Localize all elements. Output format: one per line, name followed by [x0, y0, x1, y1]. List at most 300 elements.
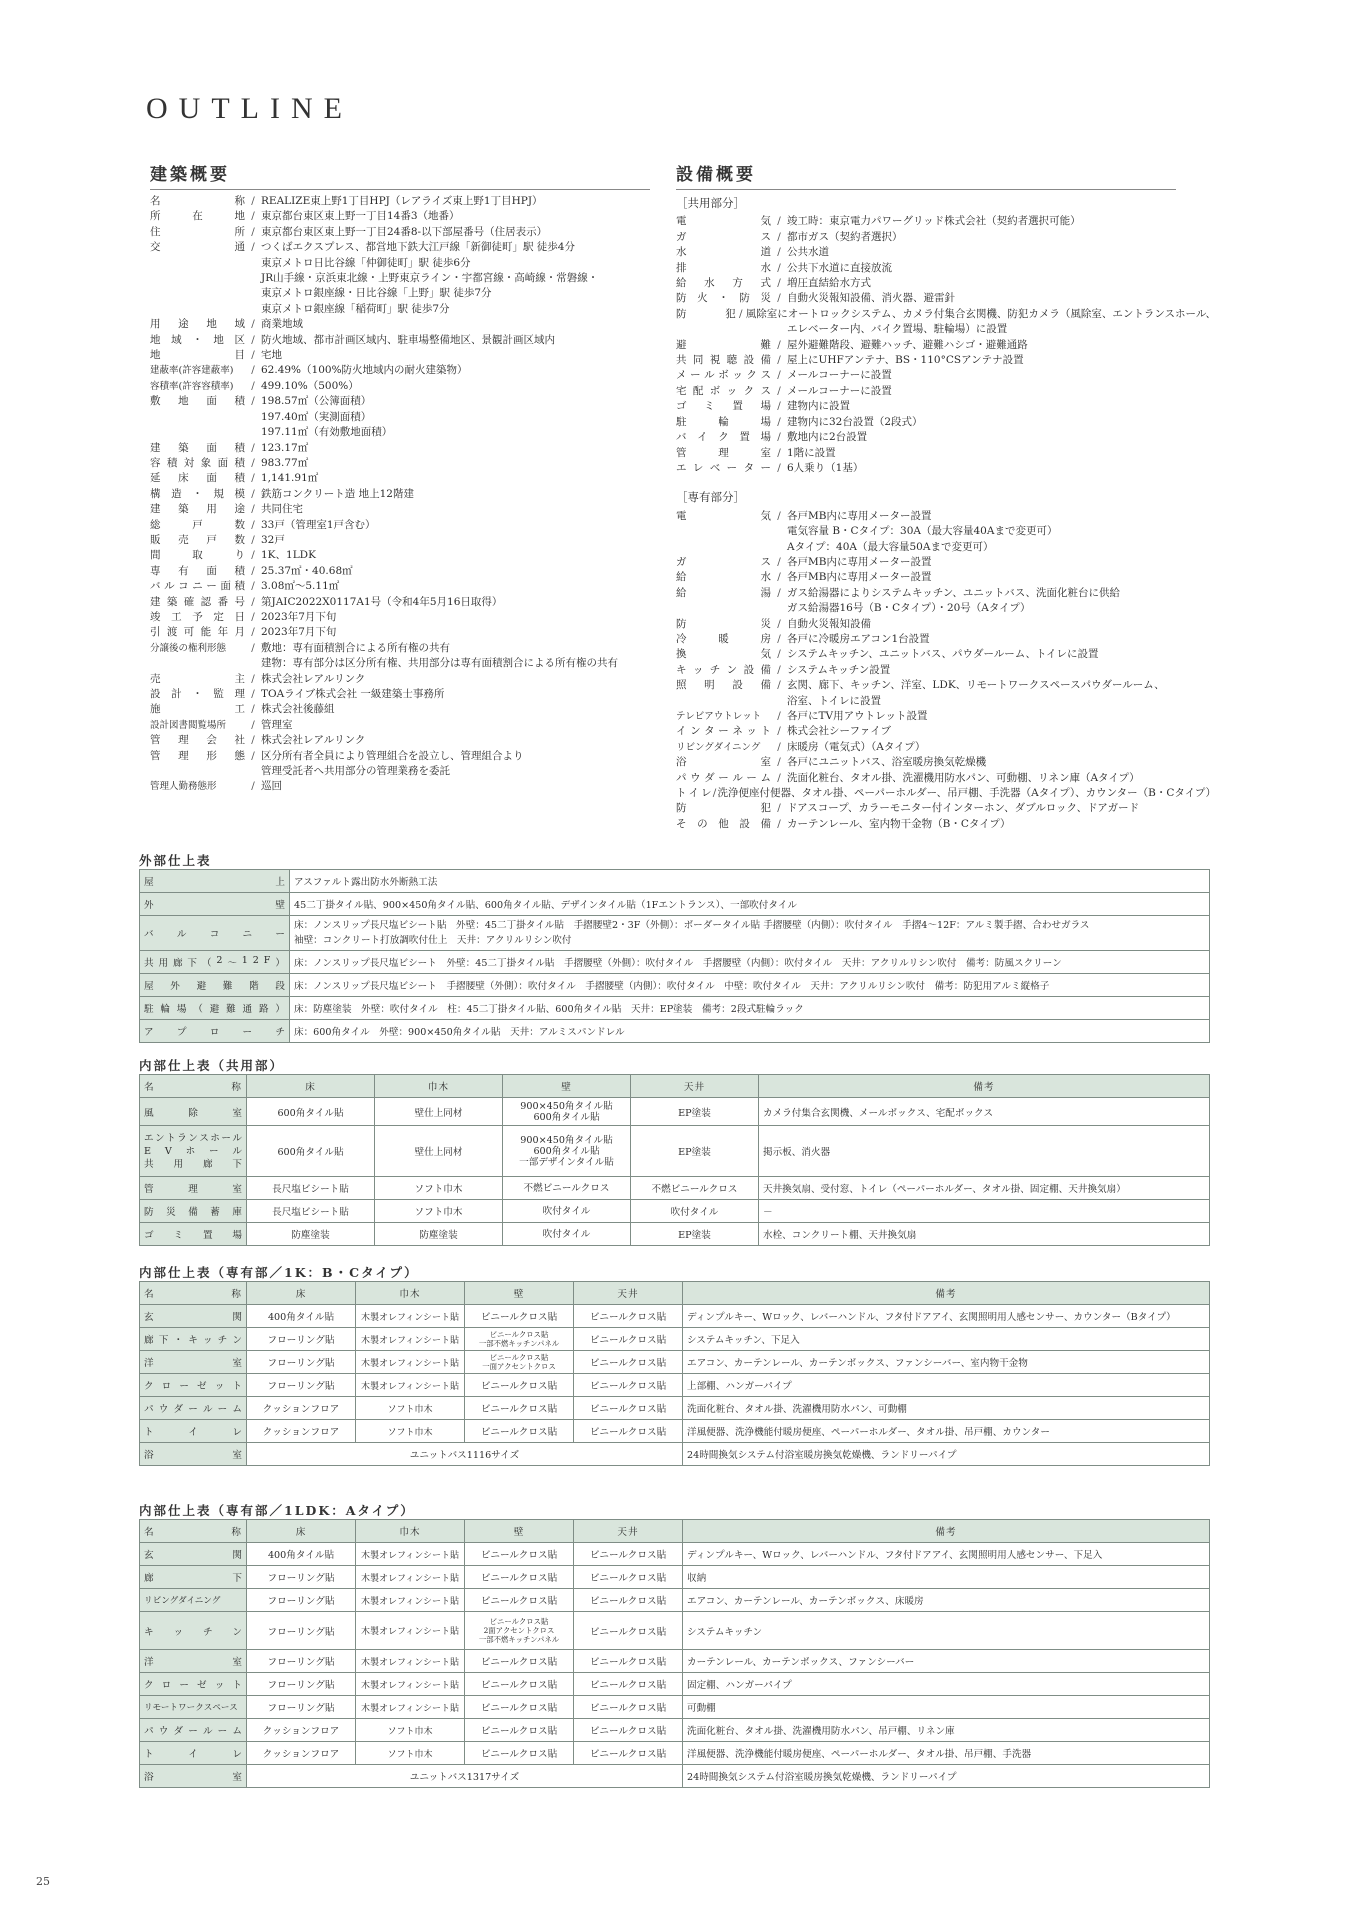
spec-label: 給 湯 [676, 586, 771, 599]
row-name-cell [140, 974, 290, 997]
spec-label: 分譲後の権利形態 [150, 642, 227, 654]
column-header: 巾木 [375, 1075, 503, 1098]
spec-row [676, 632, 1216, 647]
separator: / [777, 277, 781, 290]
table-row [140, 916, 1210, 951]
spec-row [150, 702, 670, 717]
spec-value: 建物内に設置 [787, 400, 850, 413]
spec-value: 株式会社レアルリンク [261, 734, 366, 747]
spec-row [676, 214, 1216, 229]
baseboard-cell: 木製オレフィンシート貼 [356, 1612, 465, 1650]
spec-value: 3.08㎡～5.11㎡ [261, 580, 340, 593]
baseboard-cell: 木製オレフィンシート貼 [356, 1696, 465, 1719]
spec-value: 198.57㎡（公簿面積） [261, 395, 372, 408]
spec-value: 株式会社シーファイブ [787, 725, 891, 738]
floor-cell: 600角タイル貼 [247, 1098, 375, 1126]
spec-value: 商業地域 [261, 318, 303, 331]
ceiling-cell: ビニールクロス貼 [574, 1351, 683, 1374]
floor-cell: 防塵塗装 [247, 1223, 375, 1246]
room-name-cell [140, 1650, 247, 1673]
separator: / [251, 734, 255, 747]
table-row [140, 1420, 1210, 1443]
spec-label: 構 造 ・ 規 模 [150, 487, 245, 500]
spec-value: 各戸MB内に専用メーター設置 [787, 571, 932, 584]
row-name-cell [140, 997, 290, 1020]
separator: / [777, 384, 781, 397]
spec-row [676, 586, 1216, 601]
ceiling-cell: EP塗装 [631, 1223, 759, 1246]
finish-cell: 床：防塵塗装 外壁：吹付タイル 柱：45二丁掛タイル貼、600角タイル貼 天井：EP塗装 備考：2段式駐輪ラック [290, 997, 1210, 1020]
table-row [140, 1589, 1210, 1612]
room-name-cell [140, 1200, 247, 1223]
note-cell: 24時間換気システム付浴室暖房換気乾燥機、ランドリーパイプ [683, 1443, 1210, 1466]
spec-row [150, 518, 670, 533]
spec-value: ドアスコープ、カラーモニター付インターホン、ダブルロック、ドアガード [787, 802, 1140, 815]
spec-label: キ ッ チ ン 設 備 [676, 663, 771, 676]
building-outline-list [150, 194, 670, 795]
note-cell: カーテンレール、カーテンボックス、ファンシーバー [683, 1650, 1210, 1673]
room-name: 洋 室 [144, 1358, 242, 1369]
wall-cell: ビニールクロス貼 [465, 1374, 574, 1397]
separator: / [251, 610, 255, 623]
note-cell: 固定棚、ハンガーパイプ [683, 1673, 1210, 1696]
wall-cell: 吹付タイル [503, 1200, 631, 1223]
spec-row [676, 384, 1216, 399]
table-row [140, 1374, 1210, 1397]
exterior-finish-heading: 外部仕上表 [139, 853, 212, 868]
spec-row [150, 625, 670, 640]
spec-label-blank [150, 656, 245, 671]
separator: / [777, 400, 781, 413]
spec-row [676, 322, 1216, 337]
spec-row [150, 733, 670, 748]
separator: / [777, 771, 781, 784]
separator: / [251, 225, 255, 238]
spec-value: 197.40㎡（実測面積） [261, 410, 372, 423]
common-finish-table [139, 1074, 1210, 1246]
spec-label: 給 水 方 式 [676, 277, 771, 290]
ceiling-cell: ビニールクロス貼 [574, 1305, 683, 1328]
note-cell: エアコン、カーテンレール、カーテンボックス、ファンシーバー、室内物干金物 [683, 1351, 1210, 1374]
room-name-cell [140, 1397, 247, 1420]
equipment-outline-heading: 設備概要 [676, 160, 1176, 190]
baseboard-cell: ソフト巾木 [375, 1177, 503, 1200]
floor-cell: クッションフロア [247, 1397, 356, 1420]
spec-row [676, 617, 1216, 632]
merged-cell: ユニットバス1317サイズ [247, 1765, 683, 1788]
finish-cell: アスファルト露出防水外断熱工法 [290, 870, 1210, 893]
spec-label: 施 工 [150, 703, 245, 716]
note-cell: 洋風便器、洗浄機能付暖房便座、ペーパーホルダー、タオル掛、吊戸棚、カウンター [683, 1420, 1210, 1443]
spec-row [150, 641, 670, 656]
separator: / [251, 749, 255, 762]
separator: / [251, 395, 255, 408]
spec-label-blank [150, 256, 245, 271]
room-name: 廊 下 ・ キ ッ チ ン [144, 1335, 242, 1346]
room-name: 廊 下 [144, 1573, 242, 1584]
baseboard-cell: 木製オレフィンシート貼 [356, 1351, 465, 1374]
spec-value: 共同住宅 [261, 503, 303, 516]
separator [245, 302, 261, 317]
separator [245, 656, 261, 671]
separator: / [777, 215, 781, 228]
wall-cell: ビニールクロス貼 [465, 1543, 574, 1566]
baseboard-cell: ソフト巾木 [356, 1719, 465, 1742]
table-row [140, 1566, 1210, 1589]
room-name-cell [140, 1420, 247, 1443]
room-name: 風 除 室 [144, 1107, 242, 1119]
row-name: 共 用 廊 下 （ 2 ～ 1 2 F ） [144, 955, 285, 969]
spec-row [150, 209, 670, 224]
spec-label: 間 取 り [150, 549, 245, 562]
table-row [140, 1305, 1210, 1328]
ceiling-cell: EP塗装 [631, 1098, 759, 1126]
spec-value: 敷地内に2台設置 [787, 431, 868, 444]
spec-row [150, 471, 670, 486]
room-name: 玄 関 [144, 1550, 242, 1561]
spec-label: 竣 工 予 定 日 [150, 610, 245, 623]
separator: / [251, 379, 255, 392]
separator: / [251, 318, 255, 331]
spec-row [150, 687, 670, 702]
spec-value: 各戸MB内に専用メーター設置 [787, 509, 932, 522]
spec-value: 499.10%（500%） [261, 379, 359, 392]
spec-label-blank [676, 601, 771, 616]
wall-cell: ビニールクロス貼 一部不燃キッチンパネル [465, 1328, 574, 1351]
column-header: 天井 [631, 1075, 759, 1098]
spec-value: 1K、1LDK [261, 549, 316, 562]
note-cell: エアコン、カーテンレール、カーテンボックス、床暖房 [683, 1589, 1210, 1612]
spec-value: 東京都台東区東上野一丁目24番8-以下部屋番号（住居表示） [261, 225, 548, 238]
wall-cell: ビニールクロス貼 [465, 1650, 574, 1673]
spec-label: 用 途 地 域 [150, 318, 245, 331]
column-header: 巾木 [356, 1282, 465, 1305]
baseboard-cell: 木製オレフィンシート貼 [356, 1328, 465, 1351]
room-name: 共 用 廊 下 [144, 1158, 242, 1170]
spec-value: 第JAIC2022X0117A1号（令和4年5月16日取得） [261, 595, 503, 608]
spec-label: 避 難 [676, 338, 771, 351]
wall-cell: ビニールクロス貼 [465, 1589, 574, 1612]
separator [771, 524, 787, 539]
spec-row [676, 446, 1216, 461]
merged-cell: ユニットバス1116サイズ [247, 1443, 683, 1466]
ceiling-cell: ビニールクロス貼 [574, 1612, 683, 1650]
spec-value: 建物：専有部分は区分所有権、共用部分は専有面積割合による所有権の共有 [261, 657, 618, 670]
spec-label: 換 気 [676, 648, 771, 661]
floor-cell: クッションフロア [247, 1742, 356, 1765]
table-row [140, 1650, 1210, 1673]
separator: / [777, 679, 781, 692]
spec-value: 屋上にUHFアンテナ、BS・110°CSアンテナ設置 [787, 354, 1024, 367]
row-name-cell [140, 893, 290, 916]
row-name: 駐 輪 場 （ 避 難 通 路 ） [144, 1004, 285, 1015]
spec-value: 防火地域、都市計画区域内、駐車場整備地区、景観計画区域内 [261, 333, 555, 346]
separator [245, 410, 261, 425]
spec-label-blank [150, 425, 245, 440]
table-row [140, 1543, 1210, 1566]
column-header: 備考 [759, 1075, 1210, 1098]
spec-value: つくばエクスプレス、都営地下鉄大江戸線「新御徒町」駅 徒歩4分 [261, 241, 575, 254]
spec-value: JR山手線・京浜東北線・上野東京ライン・宇都宮線・高崎線・常磐線・ [261, 272, 599, 285]
room-name: パ ウ ダ ー ル ー ム [144, 1404, 242, 1415]
spec-value: 32戸 [261, 533, 285, 546]
row-name: ア プ ロ ー チ [144, 1027, 285, 1038]
spec-row [676, 399, 1216, 414]
table-row [140, 1200, 1210, 1223]
wall-cell: ビニールクロス貼 [465, 1719, 574, 1742]
separator: / [777, 725, 781, 738]
spec-row [150, 718, 670, 733]
note-cell: カメラ付集合玄関機、メールボックス、宅配ボックス [759, 1098, 1210, 1126]
room-name-cell [140, 1305, 247, 1328]
ceiling-cell: ビニールクロス貼 [574, 1543, 683, 1566]
spec-row [150, 656, 670, 671]
separator: / [251, 780, 255, 793]
room-name-cell [140, 1566, 247, 1589]
spec-row [150, 779, 670, 794]
spec-label: ガ ス [676, 555, 771, 568]
table-row [140, 1443, 1210, 1466]
column-header: 備考 [683, 1520, 1210, 1543]
spec-label: 引 渡 可 能 年 月 [150, 626, 245, 639]
spec-row [676, 524, 1216, 539]
row-name-cell [140, 870, 290, 893]
separator: / [777, 431, 781, 444]
spec-label: 住 所 [150, 225, 245, 238]
spec-label-blank [150, 764, 245, 779]
note-cell: 天井換気扇、受付窓、トイレ（ペーパーホルダー、タオル掛、固定棚、天井換気扇） [759, 1177, 1210, 1200]
spec-label: 浴 室 [676, 756, 771, 769]
floor-cell: フローリング貼 [247, 1589, 356, 1612]
spec-label: 電 気 [676, 215, 771, 228]
spec-label: 防 犯 [676, 802, 771, 815]
private-equipment-list [676, 509, 1216, 833]
spec-label-blank [676, 540, 771, 555]
spec-row [676, 353, 1216, 368]
spec-row [676, 771, 1216, 786]
spec-label-blank [676, 524, 771, 539]
ceiling-cell: ビニールクロス貼 [574, 1374, 683, 1397]
spec-label: 所 在 地 [150, 210, 245, 223]
table-row [140, 1696, 1210, 1719]
spec-row [676, 509, 1216, 524]
spec-row [676, 415, 1216, 430]
separator: / [777, 663, 781, 676]
spec-label: 設 計 ・ 監 理 [150, 688, 245, 700]
separator: / [777, 740, 781, 753]
separator: / [777, 415, 781, 428]
table-row [140, 1765, 1210, 1788]
floor-cell: クッションフロア [247, 1420, 356, 1443]
spec-value: 東京都台東区東上野一丁目14番3（地番） [261, 210, 460, 223]
ceiling-cell: ビニールクロス貼 [574, 1397, 683, 1420]
separator [771, 540, 787, 555]
column-header: 壁 [465, 1282, 574, 1305]
table-row [140, 951, 1210, 974]
equipment-outline-list [676, 192, 1216, 832]
column-header-label: 名 称 [144, 1527, 242, 1538]
spec-row [150, 317, 670, 332]
floor-cell: 長尺塩ビシート貼 [247, 1177, 375, 1200]
floor-cell: 600角タイル貼 [247, 1126, 375, 1177]
separator: / [251, 718, 255, 731]
room-name: エ ン ト ラ ン ス ホ ー ル [144, 1132, 242, 1144]
spec-label: バ ル コ ニ ー 面 積 [150, 580, 245, 593]
spec-row [676, 338, 1216, 353]
spec-label: 総 戸 数 [150, 518, 245, 531]
spec-row [150, 271, 670, 286]
separator: / [777, 230, 781, 243]
spec-value: 竣工時：東京電力パワーグリッド株式会社（契約者選択可能） [787, 215, 1081, 228]
spec-label: 共 同 視 聴 設 備 [676, 354, 771, 367]
finish-cell: 床：ノンスリップ長尺塩ビシート 外壁：45二丁掛タイル貼 手摺腰壁（外側）：吹付タイル 手摺腰壁（内側）：吹付タイル 天井：アクリルリシン吹付 備考：防風スクリーン [290, 951, 1210, 974]
separator: / [251, 195, 255, 207]
spec-value: 33戸（管理室1戸含む） [261, 518, 376, 531]
column-header-label: 名 称 [144, 1082, 242, 1093]
spec-value: 公共下水道に直接放流 [787, 261, 892, 274]
note-cell: 洋風便器、洗浄機能付暖房便座、ペーパーホルダー、タオル掛、吊戸棚、手洗器 [683, 1742, 1210, 1765]
spec-row [150, 672, 670, 687]
spec-label: 専 有 面 積 [150, 564, 245, 577]
spec-row [150, 533, 670, 548]
wall-cell: ビニールクロス貼 2面アクセントクロス 一部不燃キッチンパネル [465, 1612, 574, 1650]
spec-label-blank [150, 286, 245, 301]
room-name-cell [140, 1177, 247, 1200]
note-cell: 水栓、コンクリート棚、天井換気扇 [759, 1223, 1210, 1246]
spec-value: 123.17㎡ [261, 441, 309, 454]
separator: / [251, 487, 255, 500]
separator: / [777, 710, 781, 722]
table-row [140, 1719, 1210, 1742]
spec-row [676, 461, 1216, 476]
finish-cell: 床：ノンスリップ長尺塩ビシート貼 外壁：45二丁掛タイル貼 手摺腰壁2・3F（外側）：ボーダータイル貼 手摺腰壁（内側）：吹付タイル 手摺4～12F：アルミ製手摺、合わせガラス 袖壁：コンクリート打放調吹付仕上 天井：アクリルリシン吹付 [290, 916, 1210, 951]
spec-row [150, 348, 670, 363]
spec-value: 巡回 [261, 780, 282, 793]
spec-row [150, 333, 670, 348]
floor-cell: フローリング貼 [247, 1566, 356, 1589]
spec-row [150, 441, 670, 456]
column-header [140, 1520, 247, 1543]
room-name-cell [140, 1223, 247, 1246]
exterior-finish-table [139, 869, 1210, 1043]
separator: / [777, 509, 781, 522]
separator: / [777, 756, 781, 769]
spec-value: 983.77㎡ [261, 456, 309, 469]
column-header: 天井 [574, 1282, 683, 1305]
a-type-finish-table [139, 1519, 1210, 1788]
spec-row [150, 286, 670, 301]
baseboard-cell: 壁仕上同材 [375, 1126, 503, 1177]
spec-value: 鉄筋コンクリート造 地上12階建 [261, 487, 414, 500]
separator: / [777, 802, 781, 815]
separator [245, 271, 261, 286]
room-name-cell [140, 1612, 247, 1650]
spec-label: 管 理 室 [676, 446, 771, 459]
spec-row [676, 230, 1216, 245]
spec-row [150, 487, 670, 502]
room-name: 浴 室 [144, 1772, 242, 1783]
spec-label: 管 理 会 社 [150, 734, 245, 747]
spec-row [676, 647, 1216, 662]
baseboard-cell: 木製オレフィンシート貼 [356, 1673, 465, 1696]
separator: / [251, 472, 255, 485]
baseboard-cell: 木製オレフィンシート貼 [356, 1543, 465, 1566]
note-cell: 洗面化粧台、タオル掛、洗濯機用防水パン、可動棚 [683, 1397, 1210, 1420]
ceiling-cell: ビニールクロス貼 [574, 1566, 683, 1589]
separator: / [251, 241, 255, 254]
table-row [140, 1126, 1210, 1177]
separator: / [251, 688, 255, 700]
floor-cell: クッションフロア [247, 1719, 356, 1742]
spec-row [150, 363, 670, 378]
separator: / [712, 787, 717, 800]
note-cell: 可動棚 [683, 1696, 1210, 1719]
separator [245, 425, 261, 440]
room-name: ト イ レ [144, 1427, 242, 1438]
column-header: 壁 [503, 1075, 631, 1098]
floor-cell: フローリング貼 [247, 1696, 356, 1719]
spec-row [150, 379, 670, 394]
column-header-label: 名 称 [144, 1289, 242, 1300]
room-name-cell [140, 1328, 247, 1351]
spec-row [150, 225, 670, 240]
spec-row [676, 291, 1216, 306]
column-header [140, 1075, 247, 1098]
spec-label: ト イ レ [676, 787, 712, 800]
spec-value: 25.37㎡・40.68㎡ [261, 564, 353, 577]
wall-cell: 吹付タイル [503, 1223, 631, 1246]
spec-row [676, 276, 1216, 291]
separator [771, 694, 787, 709]
baseboard-cell: 木製オレフィンシート貼 [356, 1374, 465, 1397]
separator: / [777, 571, 781, 584]
spec-value: Aタイプ：40A（最大容量50Aまで変更可） [787, 540, 994, 553]
spec-label: パ ウ ダ ー ル ー ム [676, 771, 771, 784]
separator: / [777, 632, 781, 645]
spec-label: ゴ ミ 置 場 [676, 400, 771, 413]
baseboard-cell: ソフト巾木 [356, 1397, 465, 1420]
separator: / [777, 338, 781, 351]
note-cell: 収納 [683, 1566, 1210, 1589]
note-cell: － [759, 1200, 1210, 1223]
room-name: 管 理 室 [144, 1184, 242, 1195]
baseboard-cell: 防塵塗装 [375, 1223, 503, 1246]
ceiling-cell: ビニールクロス貼 [574, 1742, 683, 1765]
spec-value: 洗面化粧台、タオル掛、洗濯機用防水パン、可動棚、リネン庫（Aタイプ） [787, 771, 1140, 784]
separator: / [777, 617, 781, 630]
baseboard-cell: ソフト巾木 [356, 1742, 465, 1765]
separator: / [777, 817, 781, 830]
row-name: バ ル コ ニ ー [144, 929, 285, 940]
wall-cell: ビニールクロス貼 [465, 1305, 574, 1328]
spec-value: 管理受託者へ共用部分の管理業務を委託 [261, 765, 450, 778]
spec-label-blank [676, 322, 771, 337]
separator: / [251, 580, 255, 593]
spec-row [676, 709, 1216, 724]
spec-label: 販 売 戸 数 [150, 533, 245, 546]
spec-value: エレベーター内、バイク置場、駐輪場）に設置 [787, 323, 1008, 336]
common-area-label: ［共用部分］ [676, 196, 745, 210]
baseboard-cell: 木製オレフィンシート貼 [356, 1650, 465, 1673]
wall-cell: 900×450角タイル貼 600角タイル貼 一部デザインタイル貼 [503, 1126, 631, 1177]
baseboard-cell: ソフト巾木 [375, 1200, 503, 1223]
table-row [140, 1673, 1210, 1696]
spec-row [150, 302, 670, 317]
table-row [140, 974, 1210, 997]
separator: / [251, 595, 255, 608]
spec-row [676, 786, 1216, 801]
spec-value: 62.49%（100%防火地域内の耐火建築物） [261, 364, 468, 377]
